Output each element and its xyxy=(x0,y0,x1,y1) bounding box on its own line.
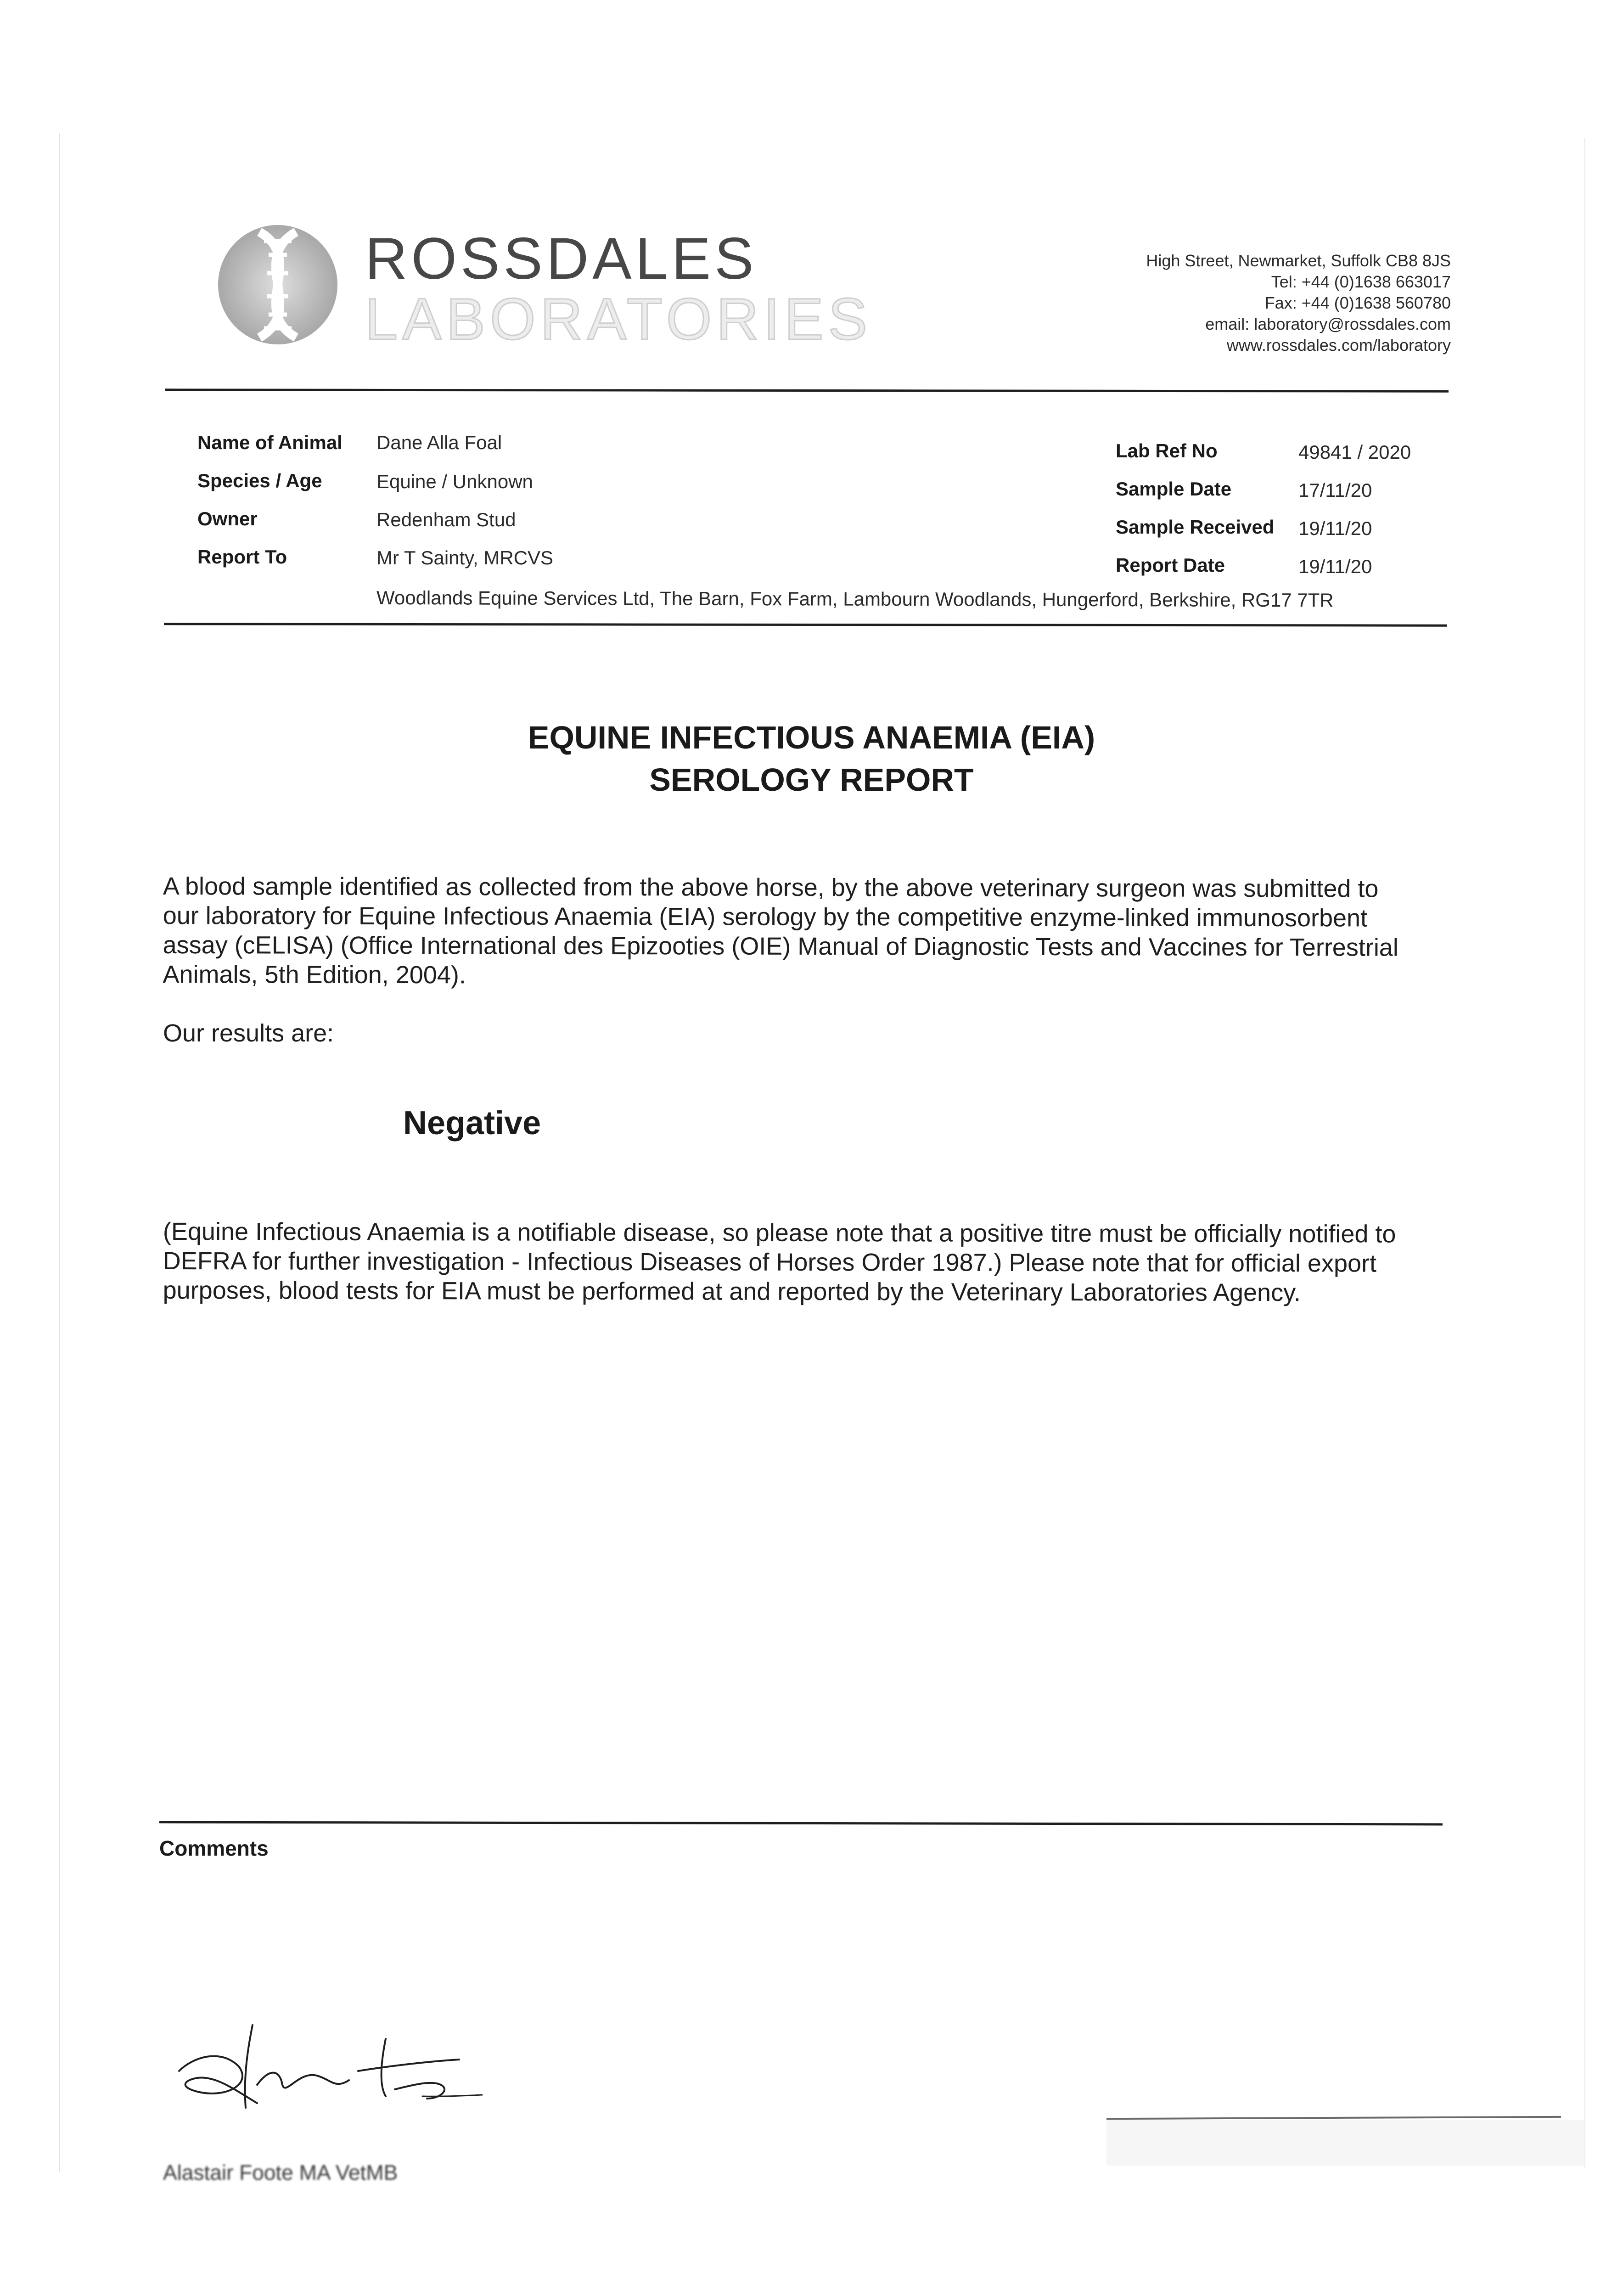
value-report-to: Mr T Sainty, MRCVS xyxy=(376,547,554,568)
lab-address xyxy=(1146,250,1451,356)
label-name-of-animal: Name of Animal xyxy=(197,432,343,453)
value-lab-ref-no: 49841 / 2020 xyxy=(1298,441,1411,463)
comments-label: Comments xyxy=(159,1836,269,1860)
intro-line: assay (cELISA) (Office International des Epizooties (OIE) Manual of Diagnostic Tests and Vaccines for Terrestrial xyxy=(163,931,1398,962)
label-sample-received: Sample Received xyxy=(1116,516,1275,538)
report-to-address: Woodlands Equine Services Ltd, The Barn, Fox Farm, Lambourn Woodlands, Hungerford, Berkshire, RG17 7TR xyxy=(376,587,1334,611)
notice-line: (Equine Infectious Anaemia is a notifiable disease, so please note that a positive titre must be officially notified to xyxy=(163,1218,1396,1248)
dna-helix-icon xyxy=(216,223,340,347)
label-report-to: Report To xyxy=(197,546,287,568)
value-sample-received: 19/11/20 xyxy=(1298,518,1372,539)
header-divider xyxy=(165,388,1449,392)
report-title-line2: SEROLOGY REPORT xyxy=(649,762,974,798)
label-lab-ref-no: Lab Ref No xyxy=(1116,440,1218,461)
signatory-name xyxy=(163,2154,494,2184)
value-report-date: 19/11/20 xyxy=(1298,556,1372,577)
website-line: www.rossdales.com/laboratory xyxy=(1226,336,1451,355)
report-title-line1: EQUINE INFECTIOUS ANAEMIA (EIA) xyxy=(528,720,1095,755)
details-divider xyxy=(164,623,1447,626)
logo-wordmark-rossdales: ROSSDALES xyxy=(365,226,758,292)
value-sample-date: 17/11/20 xyxy=(1298,479,1372,501)
label-owner: Owner xyxy=(197,508,258,529)
signature xyxy=(165,2016,487,2117)
value-owner: Redenham Stud xyxy=(376,509,516,530)
fax-line: Fax: +44 (0)1638 560780 xyxy=(1264,293,1451,312)
value-name-of-animal: Dane Alla Foal xyxy=(376,432,502,453)
signature-line xyxy=(1106,2116,1561,2120)
scan-edge xyxy=(59,133,60,2172)
notice-paragraph xyxy=(163,1217,1449,1308)
label-species-age: Species / Age xyxy=(197,470,322,491)
phone-line: Tel: +44 (0)1638 663017 xyxy=(1271,272,1451,291)
result-value: Negative xyxy=(403,1105,541,1142)
comments-divider xyxy=(159,1821,1443,1826)
label-sample-date: Sample Date xyxy=(1116,478,1232,500)
signatory-name-text: Alastair Foote MA VetMB xyxy=(163,2161,398,2184)
notice-line: purposes, blood tests for EIA must be performed at and reported by the Veterinary Laboratories Agency. xyxy=(163,1276,1301,1307)
notice-line: DEFRA for further investigation - Infectious Diseases of Horses Order 1987.) Please note that for official export xyxy=(163,1247,1377,1277)
address-line: High Street, Newmarket, Suffolk CB8 8JS xyxy=(1146,251,1451,270)
scan-edge xyxy=(1584,138,1585,2167)
intro-line: A blood sample identified as collected from the above horse, by the above veterinary surgeon was submitted to xyxy=(163,872,1379,903)
email-line: email: laboratory@rossdales.com xyxy=(1205,315,1451,333)
intro-line: our laboratory for Equine Infectious Anaemia (EIA) serology by the competitive enzyme-linked immunosorbent xyxy=(163,901,1368,932)
results-lead: Our results are: xyxy=(163,1019,334,1047)
label-report-date: Report Date xyxy=(1116,554,1225,576)
scan-shadow xyxy=(1106,2120,1584,2166)
intro-paragraph xyxy=(163,872,1449,992)
value-species-age: Equine / Unknown xyxy=(376,471,533,492)
intro-line: Animals, 5th Edition, 2004). xyxy=(163,960,466,989)
logo-wordmark-laboratories: LABORATORIES xyxy=(365,287,872,352)
